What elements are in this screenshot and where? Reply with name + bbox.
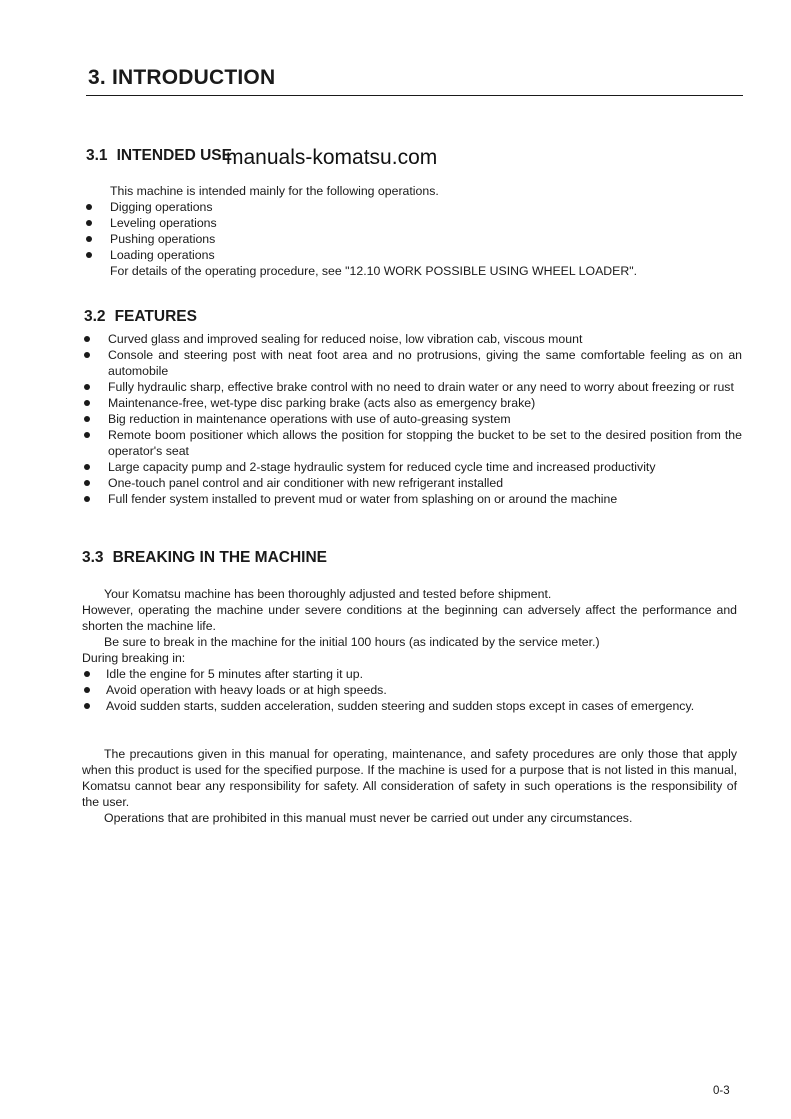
section-title: FEATURES (114, 308, 197, 325)
list-item: Digging operations (84, 199, 744, 215)
list-item: Loading operations (84, 247, 744, 263)
list-item: One-touch panel control and air conditioner with new refrigerant installed (82, 475, 742, 491)
list-item: Avoid operation with heavy loads or at high speeds. (82, 682, 737, 698)
list-item: Full fender system installed to prevent mud or water from splashing on or around the machine (82, 491, 742, 507)
paragraph: However, operating the machine under severe conditions at the beginning can adversely affect the performance and shorten the machine life. (82, 603, 737, 633)
section-title: BREAKING IN THE MACHINE (112, 549, 327, 566)
page-number: 0-3 (713, 1085, 730, 1097)
section-title: INTENDED USE (116, 147, 232, 164)
section-number: 3.3 (82, 549, 104, 566)
list-item: Big reduction in maintenance operations with use of auto-greasing system (82, 411, 742, 427)
chapter-rule (86, 95, 743, 96)
list-item: Idle the engine for 5 minutes after starting it up. (82, 666, 737, 682)
paragraph: Your Komatsu machine has been thoroughly adjusted and tested before shipment. (104, 587, 552, 601)
section-number: 3.2 (84, 308, 106, 325)
paragraph: During breaking in: (82, 651, 186, 665)
list-item: Large capacity pump and 2-stage hydraulic system for reduced cycle time and increased productivity (82, 459, 742, 475)
section-3-1-body (84, 183, 744, 279)
list-item: Maintenance-free, wet-type disc parking brake (acts also as emergency brake) (82, 395, 742, 411)
section-3-2-heading (84, 308, 197, 326)
list-item: Remote boom positioner which allows the position for stopping the bucket to be set to the desired position from the operator's seat (82, 427, 742, 459)
chapter-title: 3. INTRODUCTION (88, 66, 276, 89)
section-3-3-body (82, 586, 737, 826)
watermark: manuals-komatsu.com (226, 146, 438, 169)
paragraph: The precautions given in this manual for operating, maintenance, and safety procedures are only those that apply when this product is used for the specified purpose. If the machine is used for a purpose that is not listed in this manual, Komatsu cannot bear any responsibility for safety. All consideration of safety in such operations is the responsibility of the user. (82, 747, 737, 809)
list-item: Curved glass and improved sealing for reduced noise, low vibration cab, viscous mount (82, 331, 742, 347)
section-3-3-heading (82, 549, 327, 567)
list-item: Pushing operations (84, 231, 744, 247)
section-3-2-body (82, 331, 742, 507)
list-item: Console and steering post with neat foot area and no protrusions, giving the same comfortable feeling as on an automobile (82, 347, 742, 379)
paragraph: Be sure to break in the machine for the initial 100 hours (as indicated by the service meter.) (104, 635, 600, 649)
section-3-1-heading (86, 147, 232, 165)
list-item: Avoid sudden starts, sudden acceleration, sudden steering and sudden stops except in cases of emergency. (82, 698, 737, 714)
breaking-in-list (82, 666, 737, 714)
note-text: For details of the operating procedure, see "12.10 WORK POSSIBLE USING WHEEL LOADER". (110, 264, 638, 278)
intro-text: This machine is intended mainly for the following operations. (110, 184, 439, 198)
section-number: 3.1 (86, 147, 108, 164)
paragraph: Operations that are prohibited in this manual must never be carried out under any circumstances. (104, 811, 633, 825)
list-item: Leveling operations (84, 215, 744, 231)
intended-use-list (84, 199, 744, 263)
list-item: Fully hydraulic sharp, effective brake control with no need to drain water or any need to worry about freezing or rust (82, 379, 742, 395)
features-list (82, 331, 742, 507)
